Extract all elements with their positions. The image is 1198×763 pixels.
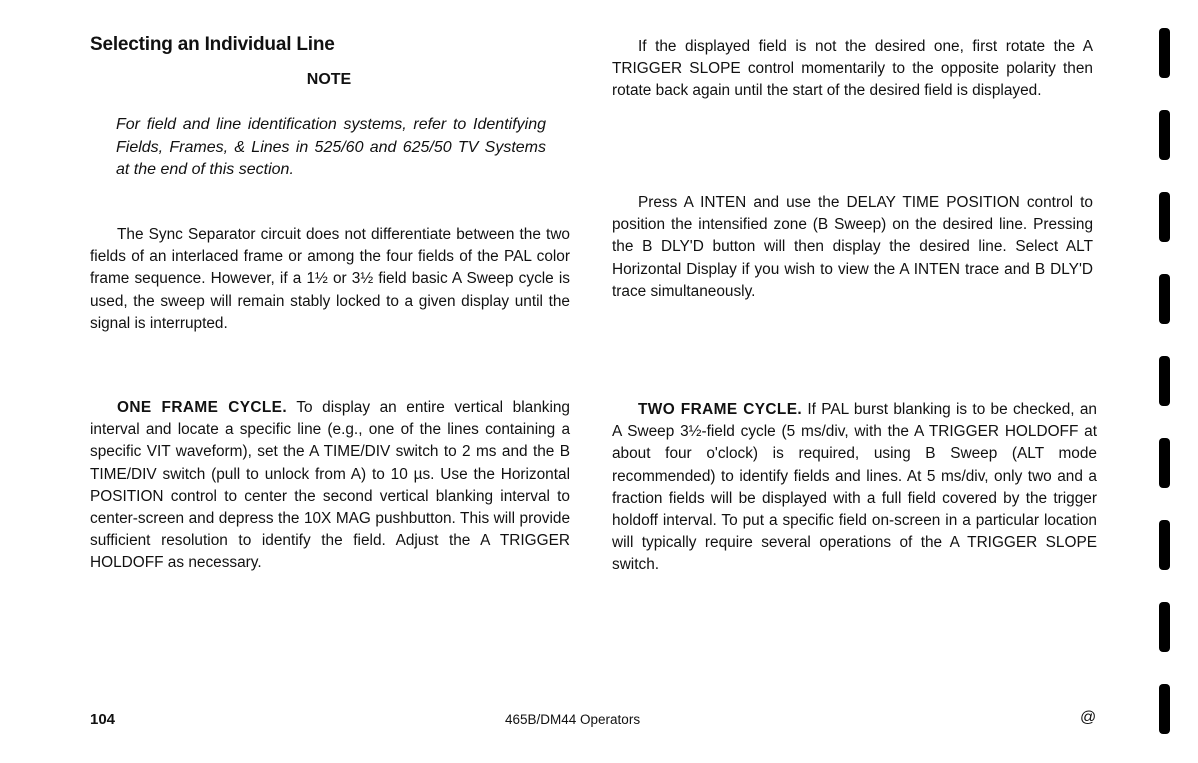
one-frame-cycle-text: To display an entire vertical blanking interval and locate a specific line (e.g., one of the lines containing a specific VIT waveform), set the A TIME/DIV switch to 2 ms and the B TIME/DIV switch (pull to unlock from A) to 10 µs. Use the Horizontal POSITION control to center the second vertical blanking interval to center-screen and depress the 10X MAG pushbutton. This will provide sufficient resolution to identify the field. Adjust the A TRIGGER HOLDOFF as necessary.: [90, 399, 570, 572]
note-text: For field and line identification systems, refer to Identifying Fields, Frames, & Lines in 525/60 and 625/50 TV Systems at the end of this section.: [116, 116, 546, 178]
binder-mark: [1159, 684, 1170, 734]
binder-mark: [1159, 520, 1170, 570]
section-heading: Selecting an Individual Line: [90, 34, 335, 55]
binder-mark: [1159, 356, 1170, 406]
binder-mark: [1159, 110, 1170, 160]
note-label: NOTE: [306, 71, 352, 88]
sync-separator-paragraph: The Sync Separator circuit does not differentiate between the two fields of an interlaced frame or among the four fields of the PAL color frame sequence. However, if a 1½ or 3½ field basic A Sweep cycle is used, the sweep will remain stably locked to a given display until the signal is interrupted.: [90, 226, 570, 332]
binder-hole-marks: [1159, 0, 1173, 763]
two-frame-cycle-paragraph: [612, 399, 1097, 577]
one-frame-cycle-heading: ONE FRAME CYCLE.: [117, 399, 288, 416]
binder-mark: [1159, 274, 1170, 324]
footer-mark: @: [1080, 709, 1097, 726]
binder-mark: [1159, 28, 1170, 78]
field-selection-paragraph: If the displayed field is not the desired one, first rotate the A TRIGGER SLOPE control momentarily to the opposite polarity then rotate back again until the start of the desired field is displayed.: [612, 38, 1093, 100]
manual-title: 465B/DM44 Operators: [505, 712, 641, 727]
two-frame-cycle-heading: TWO FRAME CYCLE.: [638, 401, 803, 418]
one-frame-cycle-paragraph: [90, 397, 570, 575]
page-number: 104: [90, 711, 116, 728]
a-inten-paragraph: Press A INTEN and use the DELAY TIME POSITION control to position the intensified zone (B Sweep) on the desired line. Pressing the B DLY'D button will then display the desired line. Select ALT Horizontal Display if you wish to view the A INTEN trace and B DLY'D trace simultaneously.: [612, 194, 1093, 300]
binder-mark: [1159, 602, 1170, 652]
binder-mark: [1159, 192, 1170, 242]
binder-mark: [1159, 438, 1170, 488]
two-frame-cycle-text: If PAL burst blanking is to be checked, an A Sweep 3½-field cycle (5 ms/div, with the A TRIGGER HOLDOFF at about four o'clock) is required, using B Sweep (ALT mode recommended) to identify fields and lines. At 5 ms/div, only two and a fraction fields will be displayed with a full field covered by the trigger holdoff interval. To put a specific field on-screen in a particular location will typically require several operations of the A TRIGGER SLOPE switch.: [612, 401, 1097, 574]
